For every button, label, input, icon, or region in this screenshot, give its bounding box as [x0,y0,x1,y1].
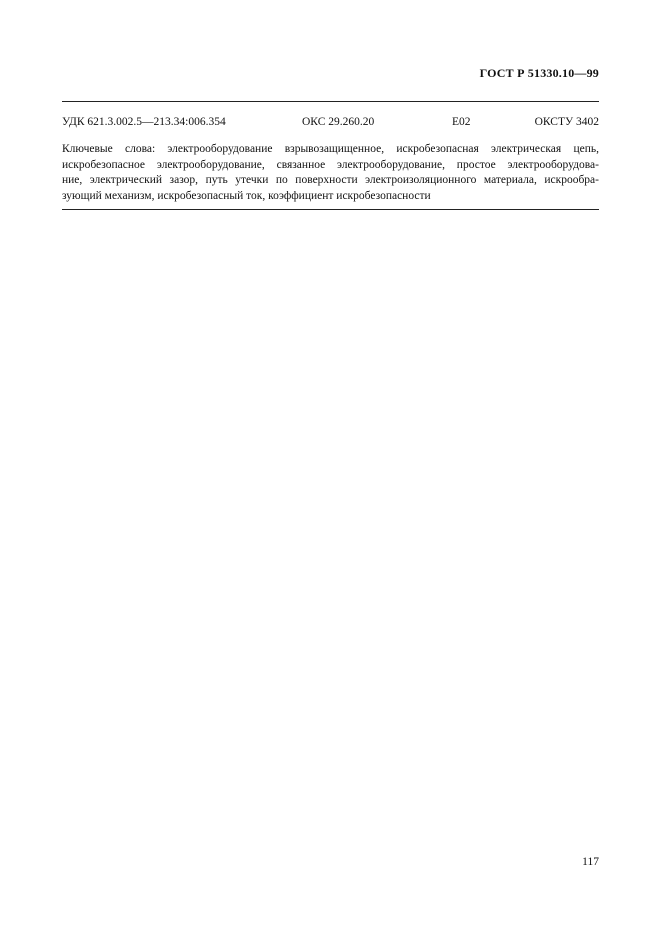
keywords-line: зующий механизм, искробезопасный ток, коэффициент искробезопасности [62,189,431,202]
keywords-line: ние, электрический зазор, путь утечки по поверхности электроизоляционного материала, искрообра- [62,174,599,186]
keywords-line: Ключевые слова: электрооборудование взрывозащищенное, искробезопасная электрическая цепь, [62,143,599,155]
e-code: Е02 [452,116,471,128]
udk-code: УДК 621.3.002.5—213.34:006.354 [62,116,226,128]
page-number: 117 [582,856,599,868]
classification-row [62,116,599,132]
bottom-divider [62,209,599,210]
top-divider [62,101,599,102]
keywords-line: искробезопасное электрооборудование, связанное электрооборудование, простое электрооборудова- [62,158,599,171]
oks-code: ОКС 29.260.20 [302,116,375,128]
keywords-block [62,142,599,204]
okstu-code: ОКСТУ 3402 [534,116,599,128]
document-code: ГОСТ Р 51330.10—99 [479,66,599,80]
